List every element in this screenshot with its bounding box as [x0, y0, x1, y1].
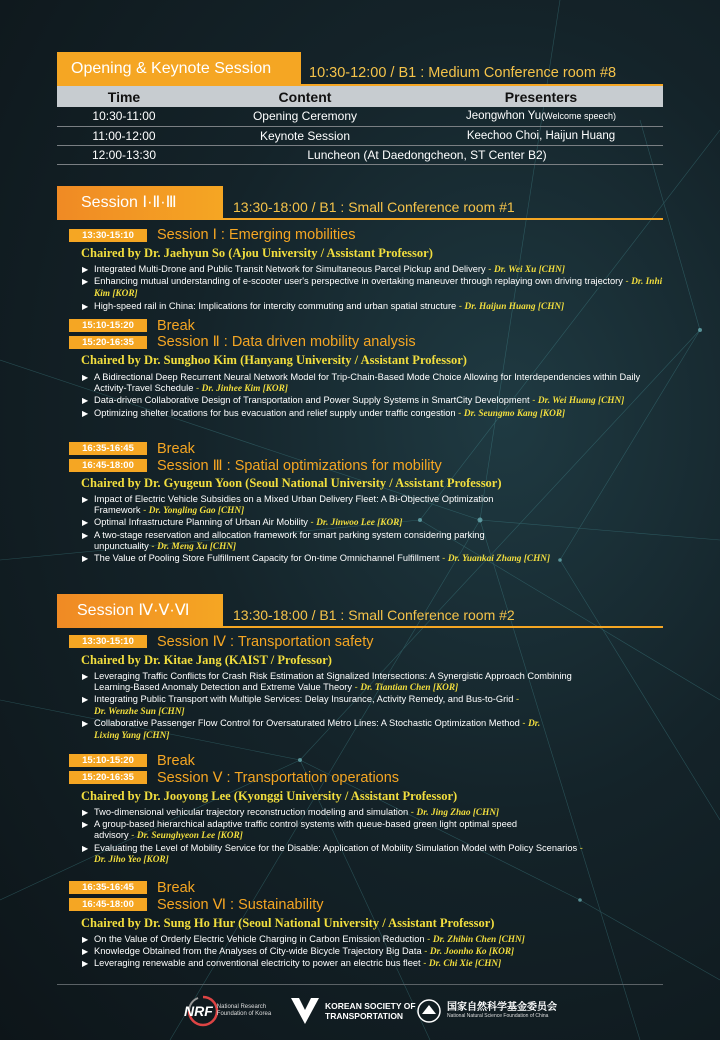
- list-item: ▶ Optimizing shelter locations for bus evacuation and relief supply under traffic congestion - Dr. Seungmo Kang [KOR]: [82, 408, 672, 420]
- session-1-title: Session Ⅰ : Emerging mobilities: [157, 227, 356, 243]
- session-4-title: Session Ⅳ : Transportation safety: [157, 634, 374, 650]
- row-time: 10:30-11:00: [57, 107, 191, 126]
- list-item: ▶ The Value of Pooling Store Fulfillment Capacity for On-time Omnichannel Fulfillment - Dr. Yuankai Zhang [CHN]: [82, 553, 672, 565]
- session-2-paper-list: [82, 372, 672, 420]
- opening-session-header: [57, 52, 663, 86]
- break-3-time-badge: 15:10-15:20: [69, 754, 147, 767]
- session-4-6-location: 13:30-18:00 / B1 : Small Conference room #2: [233, 607, 515, 623]
- list-item: ▶ Two-dimensional vehicular trajectory reconstruction modeling and simulation - Dr. Jing Zhao [CHN]: [82, 807, 672, 819]
- ksot-emblem-icon: [289, 994, 321, 1028]
- list-item: ▶ A Bidirectional Deep Recurrent Neural Network Model for Trip-Chain-Based Mode Choice Allowing for Interdependencies within Daily Activity-Travel Schedule - Dr. Jinhee Kim [KOR]: [82, 372, 672, 395]
- table-row: [57, 107, 663, 126]
- session-4-6-tag: Session Ⅳ·Ⅴ·Ⅵ: [57, 594, 223, 628]
- break-2-label: Break: [157, 441, 195, 457]
- session-4-6-header: [57, 594, 663, 628]
- table-row: [57, 126, 663, 145]
- table-header-row: [57, 86, 663, 107]
- row-time: 11:00-12:00: [57, 126, 191, 145]
- col-content-header: Content: [191, 86, 419, 107]
- session-1-paper-list: [82, 264, 672, 313]
- session-1-time-badge: 13:30-15:10: [69, 229, 147, 242]
- row-presenter: Keechoo Choi, Haijun Huang: [419, 126, 663, 145]
- ksot-logo: KOREAN SOCIETY OF TRANSPORTATION: [289, 993, 416, 1029]
- row-content: Luncheon (At Daedongcheon, ST Center B2): [191, 145, 663, 164]
- opening-session-tag: Opening & Keynote Session: [57, 52, 301, 86]
- opening-session-location: 10:30-12:00 / B1 : Medium Conference room #8: [309, 65, 617, 81]
- break-1-label: Break: [157, 318, 195, 334]
- session-4-chair: Chaired by Dr. Kitae Jang (KAIST / Professor): [81, 653, 332, 667]
- break-4-time-badge: 16:35-16:45: [69, 881, 147, 894]
- session-3-chair: Chaired by Dr. Gyugeun Yoon (Seoul National University / Assistant Professor): [81, 476, 502, 490]
- nrf-logo: NRF National Research Foundation of Korea: [178, 993, 271, 1029]
- session-3-title: Session Ⅲ : Spatial optimizations for mobility: [157, 458, 442, 474]
- list-item: ▶ Integrated Multi-Drone and Public Transit Network for Simultaneous Parcel Pickup and Delivery - Dr. Wei Xu [CHN]: [82, 264, 672, 276]
- list-item: ▶ Evaluating the Level of Mobility Service for the Disable: Application of Mobility Simulation Model with Policy Scenarios - Dr. Jiho Yeo [KOR]: [82, 843, 592, 866]
- table-row: [57, 145, 663, 164]
- session-4-paper-list: [82, 671, 602, 742]
- break-4-label: Break: [157, 880, 195, 896]
- nsfc-logo: 国家自然科学基金委员会 National Natural Science Foundation of China: [416, 993, 557, 1029]
- col-time-header: Time: [57, 86, 191, 107]
- session-1-3-header: [57, 186, 663, 220]
- session-5-chair: Chaired by Dr. Jooyong Lee (Kyonggi University / Assistant Professor): [81, 789, 458, 803]
- break-3-label: Break: [157, 753, 195, 769]
- session-3-paper-list: [82, 494, 551, 565]
- session-2-time-badge: 15:20-16:35: [69, 336, 147, 349]
- session-2-title: Session Ⅱ : Data driven mobility analysis: [157, 334, 416, 350]
- list-item: ▶ A group-based hierarchical adaptive traffic control systems with queue-based green light optimal speed advisory - Dr. Seunghyeon Lee [KOR]: [82, 819, 542, 842]
- opening-schedule-table: [57, 86, 663, 165]
- list-item: ▶ Integrating Public Transport with Multiple Services: Delay Insurance, Activity Remedy, and Bus-to-Grid - Dr. Wenzhe Sun [CHN]: [82, 694, 522, 717]
- list-item: ▶ Leveraging Traffic Conflicts for Crash Risk Estimation at Signalized Intersections: A Synergistic Approach Combining Learning-Based Anomaly Detection and Extreme Value Theory - Dr. Tiantian Chen [KOR]: [82, 671, 602, 694]
- list-item: ▶ Leveraging renewable and conventional electricity to power an electric bus fleet - Dr. Chi Xie [CHN]: [82, 958, 672, 970]
- list-item: ▶ Optimal Infrastructure Planning of Urban Air Mobility - Dr. Jinwoo Lee [KOR]: [82, 517, 522, 529]
- list-item: ▶ Enhancing mutual understanding of e-scooter user's perspective in overtaking maneuver through replaying own driving trajectory - Dr. Inhi Kim [KOR]: [82, 276, 672, 300]
- session-5-time-badge: 15:20-16:35: [69, 771, 147, 784]
- row-content: Keynote Session: [191, 126, 419, 145]
- list-item: ▶ Data-driven Collaborative Design of Transportation and Power Supply Systems in SmartCity Development - Dr. Wei Huang [CHN]: [82, 395, 672, 407]
- list-item: ▶ High-speed rail in China: Implications for intercity commuting and urban spatial structure - Dr. Haijun Huang [CHN]: [82, 301, 672, 313]
- footer-divider: [57, 984, 663, 985]
- nsfc-emblem-icon: [416, 998, 442, 1024]
- row-content: Opening Ceremony: [191, 107, 419, 126]
- session-1-chair: Chaired by Dr. Jaehyun So (Ajou University / Assistant Professor): [81, 246, 433, 260]
- session-6-paper-list: [82, 934, 672, 971]
- session-6-chair: Chaired by Dr. Sung Ho Hur (Seoul National University / Assistant Professor): [81, 916, 495, 930]
- session-5-title: Session Ⅴ : Transportation operations: [157, 770, 400, 786]
- session-3-time-badge: 16:45-18:00: [69, 459, 147, 472]
- session-2-chair: Chaired by Dr. Sunghoo Kim (Hanyang University / Assistant Professor): [81, 353, 467, 367]
- list-item: ▶ Knowledge Obtained from the Analyses of City-wide Bicycle Trajectory Big Data - Dr. Joonho Ko [KOR]: [82, 946, 672, 958]
- list-item: ▶ Collaborative Passenger Flow Control for Oversaturated Metro Lines: A Stochastic Optimization Method - Dr. Lixing Yang [CHN]: [82, 718, 562, 742]
- session-5-paper-list: [82, 807, 672, 866]
- session-6-time-badge: 16:45-18:00: [69, 898, 147, 911]
- session-1-3-tag: Session Ⅰ·Ⅱ·Ⅲ: [57, 186, 223, 220]
- col-presenters-header: Presenters: [419, 86, 663, 107]
- list-item: ▶ A two-stage reservation and allocation framework for smart parking system considering parking unpunctuality - Dr. Meng Xu [CHN]: [82, 530, 522, 553]
- break-1-time-badge: 15:10-15:20: [69, 319, 147, 332]
- list-item: ▶ On the Value of Orderly Electric Vehicle Charging in Carbon Emission Reduction - Dr. Zhibin Chen [CHN]: [82, 934, 672, 946]
- break-2-time-badge: 16:35-16:45: [69, 442, 147, 455]
- row-presenter: Jeongwhon Yu(Welcome speech): [419, 107, 663, 126]
- list-item: ▶ Impact of Electric Vehicle Subsidies on a Mixed Urban Delivery Fleet: A Bi-Objective Optimization Framework - Dr. Yongling Gao [CHN]: [82, 494, 522, 517]
- session-4-time-badge: 13:30-15:10: [69, 635, 147, 648]
- row-time: 12:00-13:30: [57, 145, 191, 164]
- session-1-3-location: 13:30-18:00 / B1 : Small Conference room #1: [233, 199, 515, 215]
- session-6-title: Session Ⅵ : Sustainability: [157, 897, 324, 913]
